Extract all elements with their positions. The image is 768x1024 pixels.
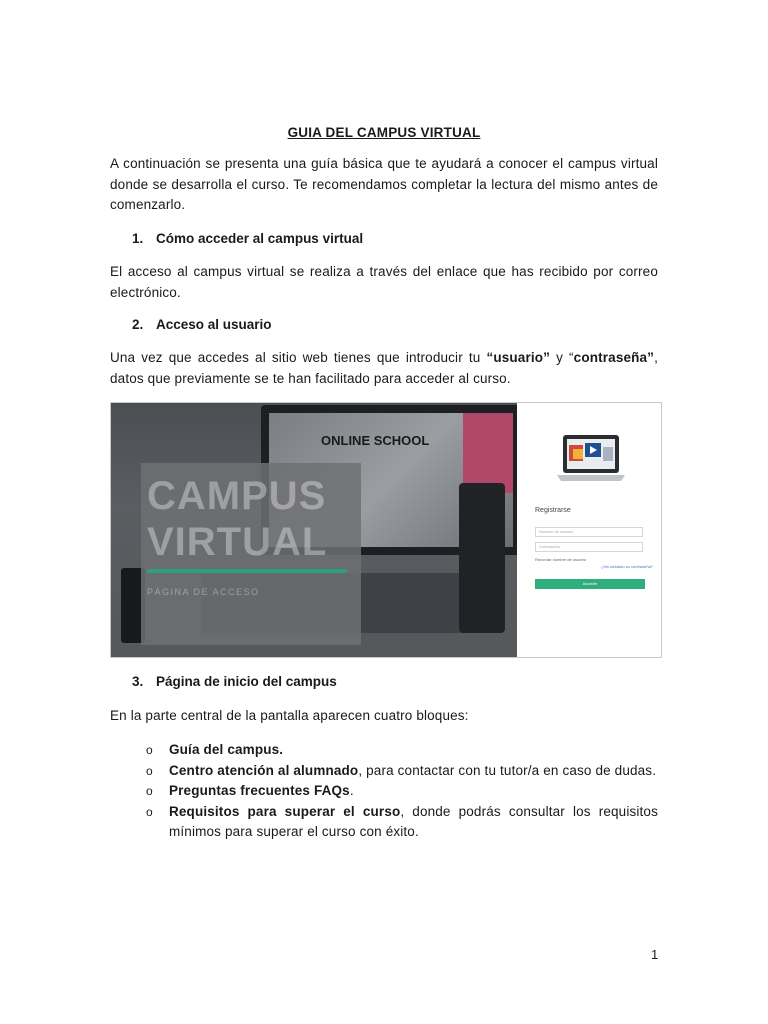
login-panel	[517, 403, 661, 657]
campus-virtual-heading	[147, 473, 327, 565]
document-title: GUIA DEL CAMPUS VIRTUAL	[287, 125, 481, 140]
section-number: 1.	[132, 231, 144, 246]
password-field[interactable]: Contraseña	[535, 542, 643, 552]
screenshot-background	[111, 403, 517, 657]
intro-paragraph: A continuación se presenta una guía básica que te ayudará a conocer el campus virtual donde se desarrolla el curso. Te recomendamos completar la lectura del mismo antes de comenzarlo.	[110, 156, 658, 212]
keyword-contrasena: contraseña”	[573, 350, 655, 365]
forgot-password-link[interactable]: ¿Ha olvidado su contraseña?	[601, 564, 654, 569]
section1-paragraph: El acceso al campus virtual se realiza a través del enlace que has recibido por correo electrónico.	[110, 264, 658, 300]
accent-bar	[147, 569, 347, 573]
bullet-bold: Guía del campus.	[169, 742, 284, 757]
username-field[interactable]: Nombre de usuario	[535, 527, 643, 537]
bullet-list	[146, 740, 658, 843]
bullet-bold: Requisitos para superar el curso	[169, 803, 401, 819]
bullet-marker: o	[146, 763, 153, 778]
section-heading-1	[132, 231, 363, 246]
bullet-bold: Preguntas frecuentes FAQs	[169, 783, 350, 798]
bullet-rest: , para contactar con tu tutor/a en caso de dudas.	[358, 762, 657, 778]
section-title: Acceso al usuario	[156, 317, 272, 332]
section-title: Página de inicio del campus	[156, 674, 337, 689]
list-item	[146, 802, 658, 843]
page-number: 1	[651, 947, 659, 962]
overlay-subtitle: PÁGINA DE ACCESO	[147, 587, 260, 597]
section-heading-3	[132, 674, 337, 689]
section-number: 3.	[132, 674, 144, 689]
login-screenshot	[110, 402, 662, 658]
list-item	[146, 761, 658, 782]
bullet-marker: o	[146, 743, 153, 757]
school-logo-text: ONLINE SCHOOL	[321, 433, 430, 448]
bullet-rest: .	[349, 783, 354, 798]
bullet-marker: o	[146, 804, 153, 819]
campus-overlay	[141, 463, 361, 645]
section3-intro: En la parte central de la pantalla aparecen cuatro bloques:	[110, 708, 469, 723]
register-label: Registrarse	[535, 507, 571, 514]
section-number: 2.	[132, 317, 144, 332]
remember-checkbox[interactable]: Recordar nombre de usuario	[535, 557, 586, 562]
list-item	[146, 781, 658, 802]
bullet-bold: Centro atención al alumnado	[169, 762, 359, 778]
tablet-illustration	[459, 483, 505, 633]
bullet-marker: o	[146, 784, 153, 798]
keyword-usuario: “usuario”	[486, 350, 551, 365]
section2-paragraph	[110, 348, 658, 389]
monitor-menu-panel	[463, 413, 513, 493]
text-run: Una vez que accedes al sitio web tienes que introducir tu	[110, 350, 487, 365]
text-run: , datos que previamente se te han facilitado para acceder al curso.	[110, 350, 658, 386]
laptop-icon	[555, 433, 627, 485]
heading-line: VIRTUAL	[147, 520, 328, 564]
bullet-rest: , donde podrás consultar los requisitos mínimos para superar el curso con éxito.	[169, 803, 658, 839]
access-button[interactable]: Acceder	[535, 579, 645, 589]
heading-line: CAMPUS	[147, 474, 327, 518]
text-run: y “	[550, 350, 574, 365]
section-title: Cómo acceder al campus virtual	[156, 231, 364, 246]
section-heading-2	[132, 317, 272, 332]
list-item	[146, 740, 658, 761]
